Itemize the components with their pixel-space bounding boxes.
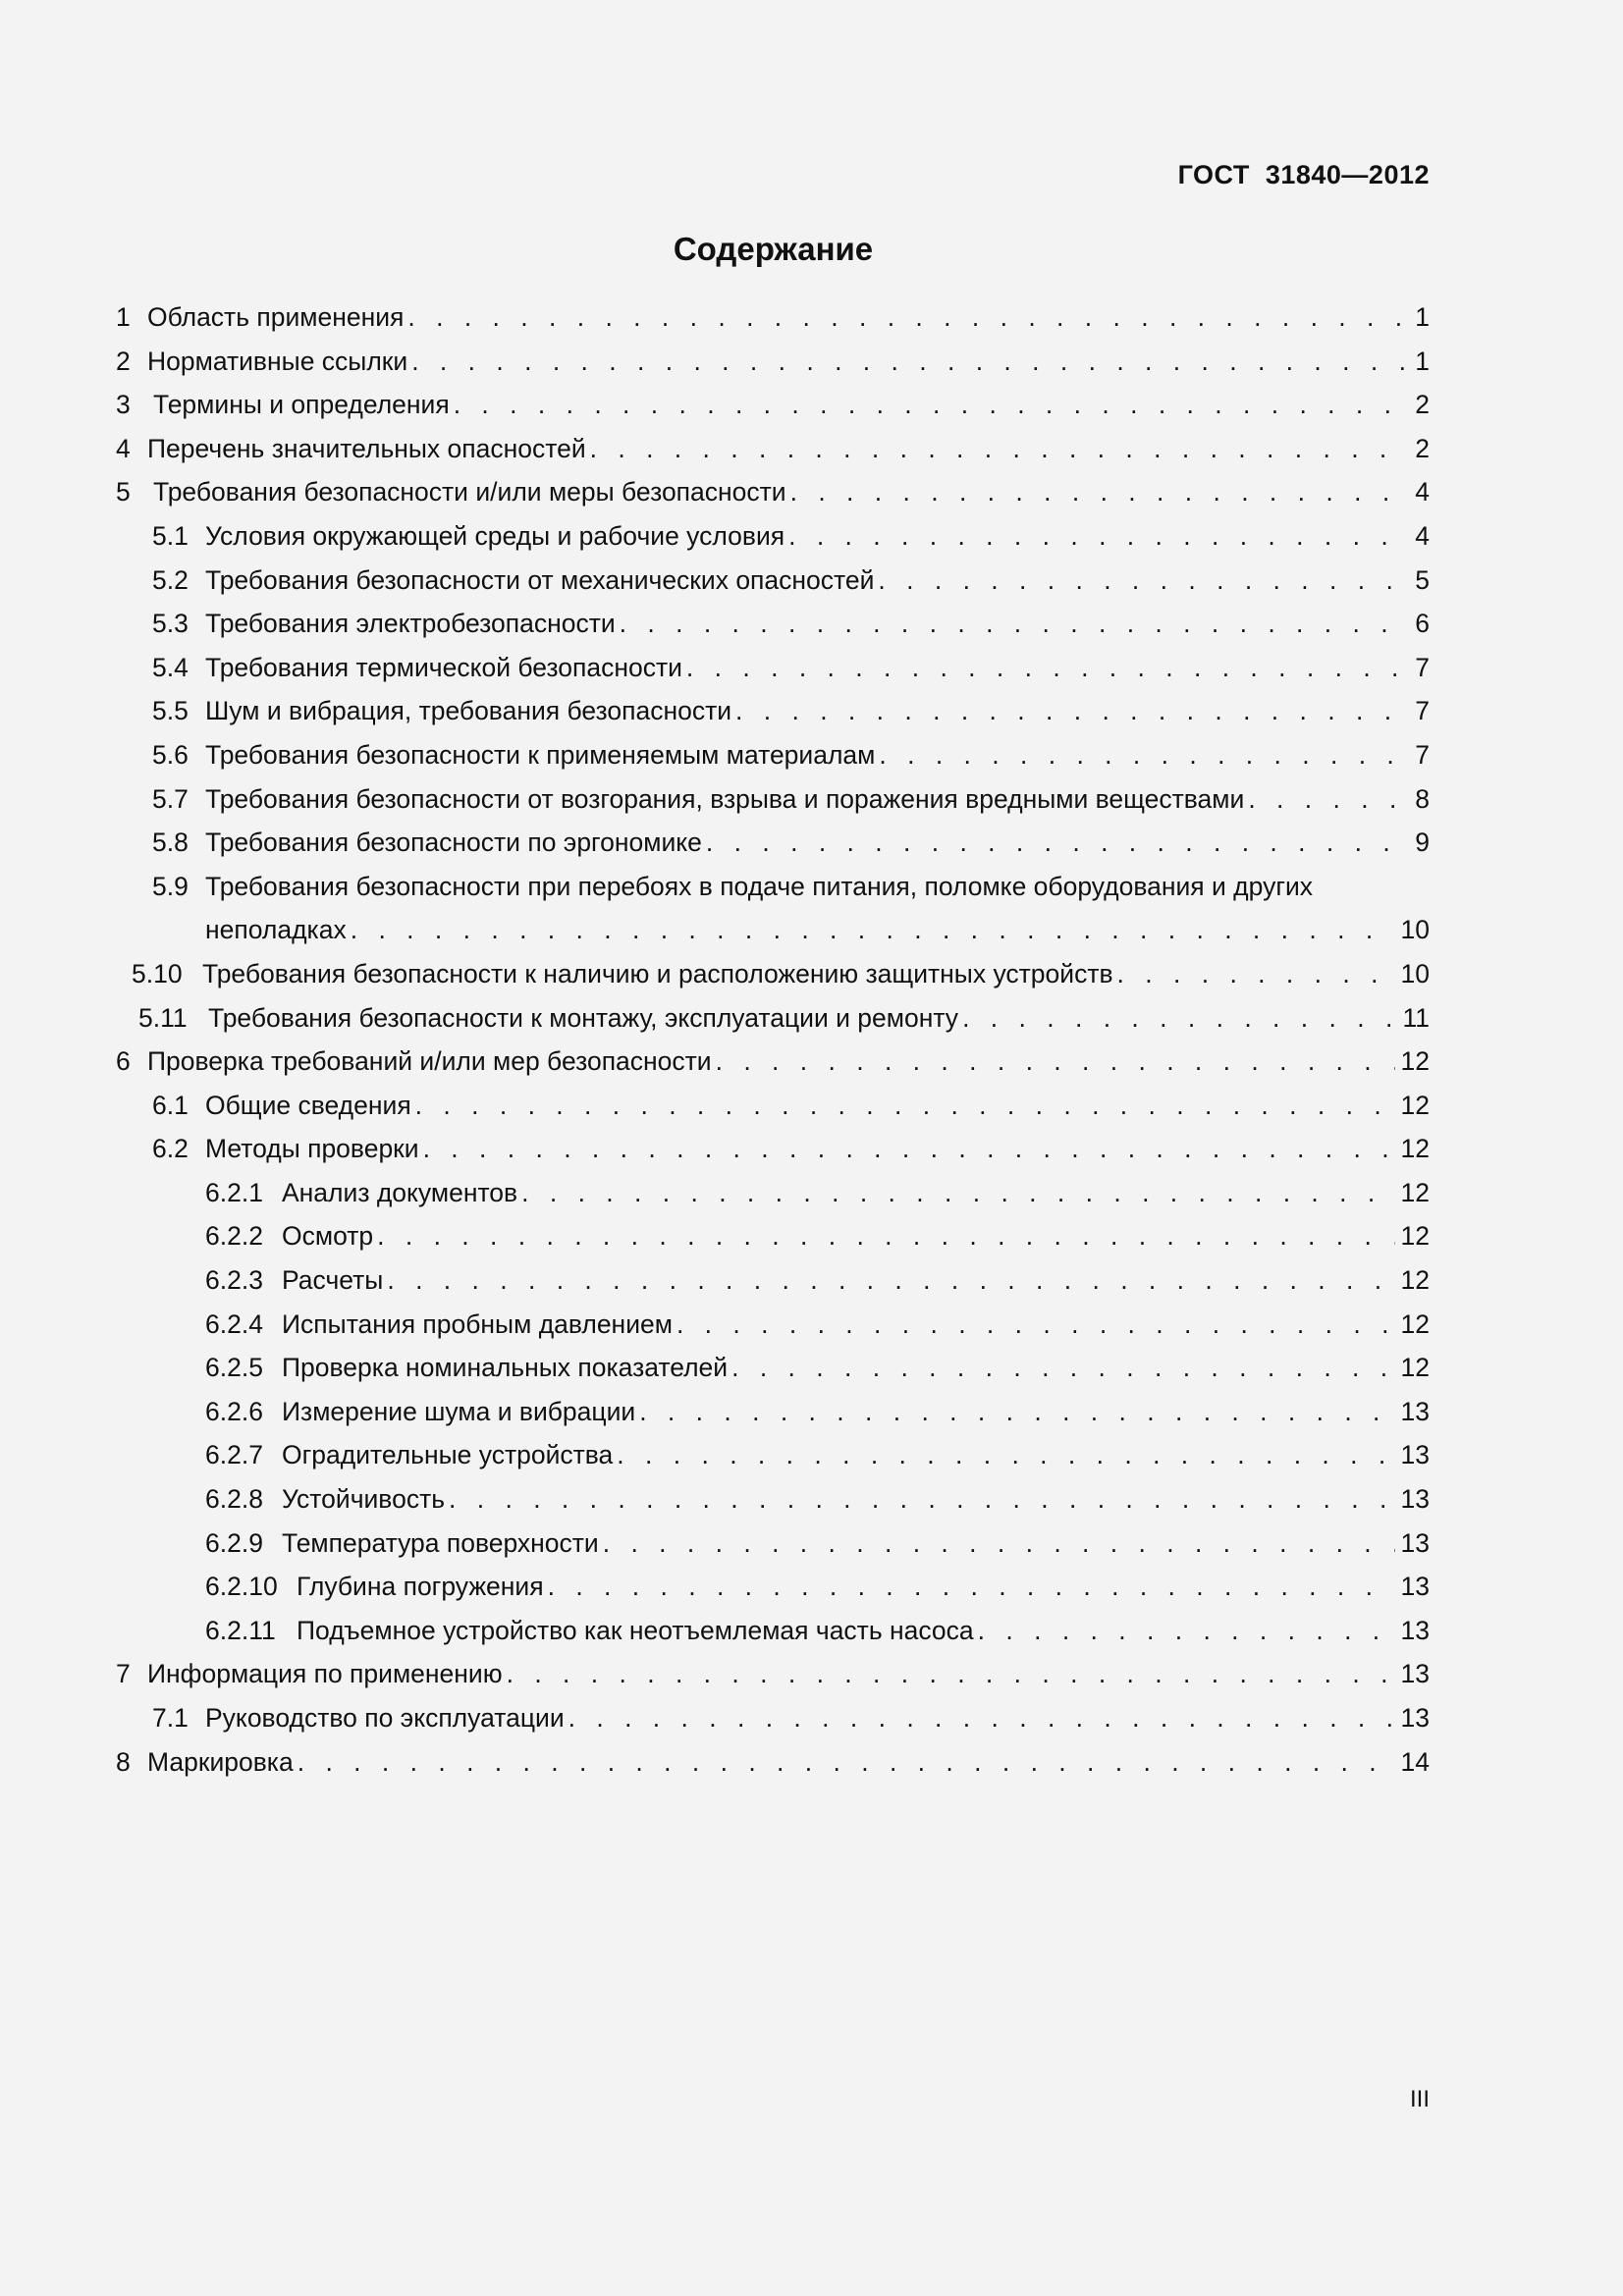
toc-dot-leader bbox=[1248, 777, 1404, 822]
toc-entry-page: 4 bbox=[1415, 520, 1430, 551]
toc-entry-page: 13 bbox=[1400, 1572, 1430, 1602]
toc-entry bbox=[116, 1214, 1430, 1258]
toc-dot-leader bbox=[788, 514, 1404, 559]
toc-entry bbox=[116, 821, 1430, 865]
page-number: III bbox=[1409, 2086, 1430, 2112]
toc-entry-title: Температура поверхности bbox=[282, 1527, 599, 1558]
toc-entry-title: Глубина погружения bbox=[297, 1572, 544, 1602]
toc-entry-number: 6.2.6 bbox=[205, 1396, 263, 1426]
toc-entry bbox=[116, 1084, 1430, 1128]
toc-dot-leader bbox=[590, 427, 1404, 471]
toc-entry-title: Проверка номинальных показателей bbox=[282, 1353, 729, 1383]
toc-entry-title: Нормативные ссылки bbox=[147, 346, 408, 376]
toc-entry-page: 6 bbox=[1415, 609, 1430, 639]
toc-entry-number: 6.2.3 bbox=[205, 1265, 263, 1296]
toc-entry-number: 5.1 bbox=[152, 520, 189, 551]
toc-entry-title: Руководство по эксплуатации bbox=[205, 1703, 565, 1733]
toc-dot-leader bbox=[879, 733, 1404, 777]
toc-entry-page: 7 bbox=[1415, 739, 1430, 770]
toc-entry-number: 6.2.7 bbox=[205, 1440, 263, 1470]
toc-entry-title: Анализ документов bbox=[282, 1177, 518, 1207]
toc-entry-page: 2 bbox=[1415, 433, 1430, 463]
toc-entry-title: Проверка требований и/или мер безопасности bbox=[147, 1046, 712, 1077]
toc-dot-leader bbox=[686, 646, 1404, 690]
toc-dot-leader bbox=[351, 908, 1395, 952]
toc-entry bbox=[116, 777, 1430, 822]
toc-entry-page: 13 bbox=[1400, 1440, 1430, 1470]
toc-entry bbox=[116, 383, 1430, 427]
toc-entry-title: Перечень значительных опасностей bbox=[147, 433, 586, 463]
toc-entry bbox=[116, 1390, 1430, 1434]
toc-entry-page: 5 bbox=[1415, 564, 1430, 595]
toc-dot-leader bbox=[415, 1084, 1395, 1128]
toc-entry-page: 2 bbox=[1415, 390, 1430, 420]
toc-entry-number: 6.2.10 bbox=[205, 1572, 278, 1602]
toc-entry bbox=[116, 1040, 1430, 1084]
toc-dot-leader bbox=[716, 1040, 1395, 1084]
toc-dot-leader bbox=[978, 1609, 1395, 1653]
toc-entry-number: 6.2.9 bbox=[205, 1527, 263, 1558]
toc-entry-page: 1 bbox=[1415, 346, 1430, 376]
toc-entry bbox=[116, 1477, 1430, 1522]
toc-entry-number: 6.2.4 bbox=[205, 1308, 263, 1339]
toc-entry-number: 3 bbox=[116, 390, 131, 420]
toc-dot-leader bbox=[603, 1522, 1395, 1566]
toc-entry-page: 13 bbox=[1400, 1659, 1430, 1689]
toc-entry-number: 6.2.1 bbox=[205, 1177, 263, 1207]
toc-entry-title: Требования безопасности к наличию и расположению защитных устройств bbox=[202, 958, 1113, 988]
toc-entry bbox=[116, 602, 1430, 646]
toc-entry bbox=[116, 952, 1430, 996]
page-title: Содержание bbox=[673, 231, 874, 267]
toc-entry bbox=[116, 1609, 1430, 1653]
toc-entry-title: Термины и определения bbox=[153, 390, 450, 420]
toc-entry-title: Осмотр bbox=[282, 1221, 374, 1252]
toc-entry-title: Методы проверки bbox=[205, 1134, 419, 1164]
toc-entry bbox=[116, 1258, 1430, 1303]
toc-dot-leader bbox=[387, 1258, 1394, 1303]
toc-dot-leader bbox=[568, 1696, 1395, 1740]
toc-entry-page: 12 bbox=[1400, 1308, 1430, 1339]
toc-dot-leader bbox=[639, 1390, 1394, 1434]
toc-dot-leader bbox=[706, 821, 1404, 865]
toc-entry bbox=[116, 1127, 1430, 1171]
toc-dot-leader bbox=[521, 1171, 1394, 1215]
toc-entry-number: 5.10 bbox=[132, 958, 183, 988]
toc-entry-number: 7 bbox=[116, 1659, 131, 1689]
toc-dot-leader bbox=[411, 340, 1404, 384]
toc-entry-page: 1 bbox=[1415, 302, 1430, 332]
toc-entry-title: Расчеты bbox=[282, 1265, 384, 1296]
toc-entry-title: Устойчивость bbox=[282, 1484, 446, 1515]
toc-entry-number: 7.1 bbox=[152, 1703, 189, 1733]
toc-dot-leader bbox=[298, 1740, 1395, 1785]
toc-entry-number: 8 bbox=[116, 1746, 131, 1777]
toc-entry-number: 6.2.2 bbox=[205, 1221, 263, 1252]
toc-entry-page: 13 bbox=[1400, 1484, 1430, 1515]
toc-entry-number: 5.5 bbox=[152, 696, 189, 726]
toc-entry-title: Требования безопасности от механических опасностей bbox=[205, 564, 875, 595]
toc-entry-title: Требования безопасности по эргономике bbox=[205, 828, 702, 858]
toc-entry-number: 5.8 bbox=[152, 828, 189, 858]
toc-entry-title: Требования безопасности от возгорания, взрыва и поражения вредными веществами bbox=[205, 783, 1245, 814]
toc-entry bbox=[116, 1522, 1430, 1566]
toc-dot-leader bbox=[676, 1303, 1395, 1347]
toc-entry bbox=[116, 295, 1430, 340]
toc-entry-number: 5.11 bbox=[138, 1002, 188, 1033]
toc-dot-leader bbox=[962, 996, 1396, 1041]
toc-entry bbox=[116, 733, 1430, 777]
toc-entry-number: 6.2.8 bbox=[205, 1484, 263, 1515]
toc-entry-title: Требования безопасности при перебоях в подаче питания, поломке оборудования и других bbox=[205, 871, 1314, 901]
toc-entry-title-continuation: неполадках bbox=[205, 915, 347, 945]
toc-dot-leader bbox=[878, 559, 1404, 603]
toc-entry bbox=[116, 340, 1430, 384]
toc-entry bbox=[116, 1433, 1430, 1477]
toc-entry-page: 7 bbox=[1415, 652, 1430, 682]
toc-entry-page: 12 bbox=[1400, 1046, 1430, 1077]
toc-entry-title: Требования электробезопасности bbox=[205, 609, 616, 639]
toc-entry-number: 5.7 bbox=[152, 783, 189, 814]
toc-entry-title: Измерение шума и вибрации bbox=[282, 1396, 636, 1426]
toc-entry-number: 6.2.5 bbox=[205, 1353, 263, 1383]
toc-entry-title: Оградительные устройства bbox=[282, 1440, 614, 1470]
toc-entry bbox=[116, 1696, 1430, 1740]
toc-entry-number: 1 bbox=[116, 302, 131, 332]
toc-entry bbox=[116, 1652, 1430, 1696]
toc-entry-page: 4 bbox=[1415, 477, 1430, 507]
toc-entry bbox=[116, 427, 1430, 471]
toc-entry bbox=[116, 865, 1430, 952]
toc-entry-page: 9 bbox=[1415, 828, 1430, 858]
toc-entry-number: 5.6 bbox=[152, 739, 189, 770]
toc-entry-number: 2 bbox=[116, 346, 131, 376]
toc-dot-leader bbox=[407, 295, 1404, 340]
toc-dot-leader bbox=[735, 689, 1404, 733]
document-code: ГОСТ 31840—2012 bbox=[1177, 160, 1430, 189]
toc-dot-leader bbox=[617, 1433, 1394, 1477]
toc-entry-title: Информация по применению bbox=[147, 1659, 503, 1689]
toc-dot-leader bbox=[790, 470, 1404, 514]
toc-dot-leader bbox=[548, 1565, 1395, 1609]
toc-entry bbox=[116, 1346, 1430, 1390]
table-of-contents bbox=[116, 295, 1430, 1784]
toc-entry-page: 10 bbox=[1400, 958, 1430, 988]
toc-entry-page: 11 bbox=[1402, 1002, 1430, 1033]
toc-entry bbox=[116, 1303, 1430, 1347]
toc-entry bbox=[116, 996, 1430, 1041]
toc-entry-number: 6 bbox=[116, 1046, 131, 1077]
toc-entry-number: 6.1 bbox=[152, 1090, 189, 1120]
toc-entry-page: 12 bbox=[1400, 1090, 1430, 1120]
toc-entry-page: 12 bbox=[1400, 1353, 1430, 1383]
toc-entry-title: Требования безопасности и/или меры безопасности bbox=[153, 477, 786, 507]
toc-entry bbox=[116, 514, 1430, 559]
toc-entry-page: 12 bbox=[1400, 1134, 1430, 1164]
toc-entry-page: 8 bbox=[1415, 783, 1430, 814]
toc-dot-leader bbox=[1117, 952, 1395, 996]
toc-entry bbox=[116, 470, 1430, 514]
toc-entry bbox=[116, 1740, 1430, 1785]
toc-entry-title: Требования термической безопасности bbox=[205, 652, 682, 682]
toc-entry bbox=[116, 1565, 1430, 1609]
toc-entry-page: 13 bbox=[1400, 1527, 1430, 1558]
toc-entry-number: 5.4 bbox=[152, 652, 189, 682]
toc-entry-number: 5.3 bbox=[152, 609, 189, 639]
toc-entry-number: 5.2 bbox=[152, 564, 189, 595]
toc-entry-number: 5 bbox=[116, 477, 131, 507]
toc-dot-leader bbox=[423, 1127, 1395, 1171]
toc-entry-title: Шум и вибрация, требования безопасности bbox=[205, 696, 732, 726]
toc-entry-page: 13 bbox=[1400, 1396, 1430, 1426]
toc-entry-title: Условия окружающей среды и рабочие условия bbox=[205, 520, 785, 551]
toc-entry-page: 12 bbox=[1400, 1177, 1430, 1207]
toc-entry-page: 7 bbox=[1415, 696, 1430, 726]
toc-dot-leader bbox=[507, 1652, 1395, 1696]
toc-entry-number: 4 bbox=[116, 433, 131, 463]
toc-entry-title: Общие сведения bbox=[205, 1090, 411, 1120]
toc-dot-leader bbox=[449, 1477, 1395, 1522]
toc-entry-page: 13 bbox=[1400, 1703, 1430, 1733]
toc-entry-title: Область применения bbox=[147, 302, 405, 332]
toc-dot-leader bbox=[620, 602, 1404, 646]
toc-entry-title: Подъемное устройство как неотъемлемая часть насоса bbox=[297, 1615, 974, 1645]
toc-entry-title: Требования безопасности к применяемым материалам bbox=[205, 739, 876, 770]
toc-entry bbox=[116, 1171, 1430, 1215]
toc-entry-page: 10 bbox=[1400, 915, 1430, 945]
toc-entry-title: Маркировка bbox=[147, 1746, 294, 1777]
toc-entry-title: Испытания пробным давлением bbox=[282, 1308, 673, 1339]
toc-dot-leader bbox=[731, 1346, 1394, 1390]
toc-entry-page: 14 bbox=[1400, 1746, 1430, 1777]
toc-dot-leader bbox=[377, 1214, 1394, 1258]
toc-entry-page: 13 bbox=[1400, 1615, 1430, 1645]
toc-entry-number: 6.2 bbox=[152, 1134, 189, 1164]
toc-entry bbox=[116, 559, 1430, 603]
toc-entry-page: 12 bbox=[1400, 1265, 1430, 1296]
toc-entry-number: 5.9 bbox=[152, 871, 189, 901]
toc-entry-title: Требования безопасности к монтажу, эксплуатации и ремонту bbox=[208, 1002, 959, 1033]
toc-entry-number: 6.2.11 bbox=[205, 1615, 276, 1645]
toc-entry bbox=[116, 689, 1430, 733]
toc-entry-page: 12 bbox=[1400, 1221, 1430, 1252]
toc-dot-leader bbox=[454, 383, 1404, 427]
toc-entry bbox=[116, 646, 1430, 690]
